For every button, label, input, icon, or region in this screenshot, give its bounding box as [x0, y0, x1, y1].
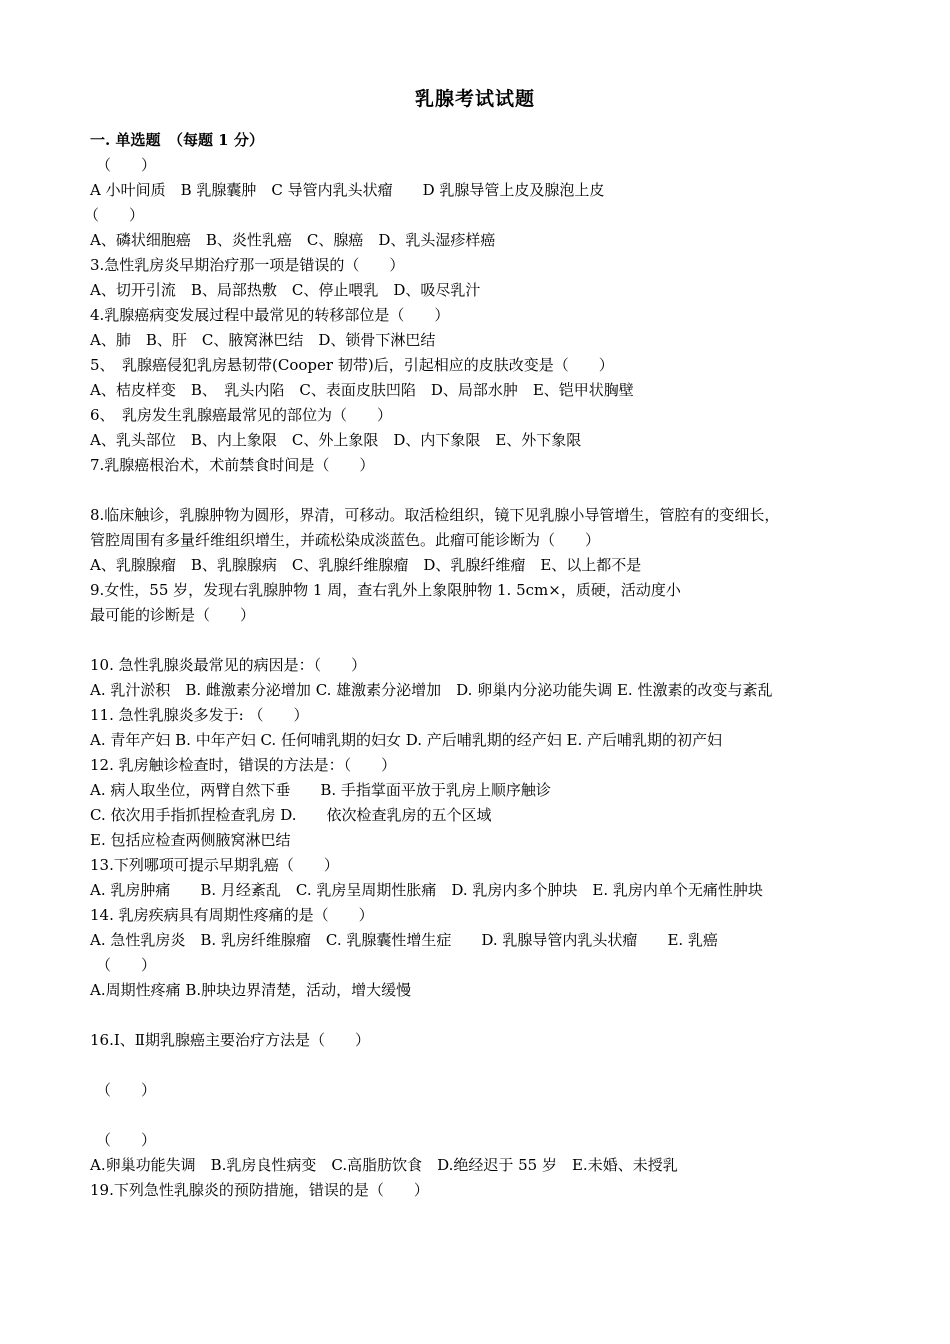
blank-line — [90, 1003, 890, 1028]
question-8-options: A、乳腺腺瘤 B、乳腺腺病 C、乳腺纤维腺瘤 D、乳腺纤维瘤 E、以上都不是 — [90, 556, 642, 574]
section-header: 一. 单选题 （每题 1 分） — [90, 131, 264, 149]
question-19-stem: 19.下列急性乳腺炎的预防措施，错误的是（ ） — [90, 1181, 429, 1199]
question-2-stem: （ ） — [84, 206, 145, 224]
question-3-stem: 3.急性乳房炎早期治疗那一项是错误的（ ） — [90, 256, 405, 274]
question-17-stem: （ ） — [96, 1081, 157, 1099]
question-3-options: A、切开引流 B、局部热敷 C、停止喂乳 D、吸尽乳汁 — [90, 281, 481, 299]
question-1-options: A 小叶间质 B 乳腺囊肿 C 导管内乳头状瘤 D 乳腺导管上皮及腺泡上皮 — [90, 181, 605, 199]
question-4-stem: 4.乳腺癌病变发展过程中最常见的转移部位是（ ） — [90, 306, 450, 324]
question-1-stem: （ ） — [96, 156, 157, 174]
question-11-options: A. 青年产妇 B. 中年产妇 C. 任何哺乳期的妇女 D. 产后哺乳期的经产妇 E. 产后哺乳期的初产妇 — [90, 731, 722, 749]
question-2-options: A、磷状细胞癌 B、炎性乳癌 C、腺癌 D、乳头湿疹样癌 — [90, 231, 496, 249]
question-7-stem: 7.乳腺癌根治术，术前禁食时间是（ ） — [90, 456, 375, 474]
question-8-stem-line-1: 8.临床触诊，乳腺肿物为圆形，界清，可移动。取活检组织，镜下见乳腺小导管增生，管腔有的变细长， — [90, 506, 780, 524]
question-15-stem: （ ） — [96, 956, 157, 974]
question-13-stem: 13.下列哪项可提示早期乳癌（ ） — [90, 856, 339, 874]
question-12-options-ab: A. 病人取坐位，两臂自然下垂 B. 手指掌面平放于乳房上顺序触诊 — [90, 781, 551, 799]
blank-line — [90, 628, 890, 653]
question-8-stem-line-2: 管腔周围有多量纤维组织增生，并疏松染成淡蓝色。此瘤可能诊断为（ ） — [90, 531, 601, 549]
question-6-options: A、乳头部位 B、内上象限 C、外上象限 D、内下象限 E、外下象限 — [90, 431, 582, 449]
question-15-options: A.周期性疼痛 B.肿块边界清楚，活动，增大缓慢 — [90, 981, 412, 999]
question-10-stem: 10. 急性乳腺炎最常见的病因是：（ ） — [90, 656, 367, 674]
question-9-stem-line-1: 9.女性，55 岁，发现右乳腺肿物 1 周，查右乳外上象限肿物 1. 5cm×，质硬，活动度小 — [90, 581, 681, 599]
question-list — [84, 128, 890, 1203]
question-12-options-e: E. 包括应检查两侧腋窝淋巴结 — [90, 831, 291, 849]
document-title: 乳腺考试试题 — [414, 88, 535, 110]
question-5-options: A、桔皮样变 B、 乳头内陷 C、表面皮肤凹陷 D、局部水肿 E、铠甲状胸壁 — [90, 381, 634, 399]
question-5-stem: 5、 乳腺癌侵犯乳房悬韧带(Cooper 韧带)后，引起相应的皮肤改变是（ ） — [90, 356, 614, 374]
blank-line — [90, 478, 890, 503]
question-12-stem: 12. 乳房触诊检查时，错误的方法是：（ ） — [90, 756, 397, 774]
question-18-options: A.卵巢功能失调 B.乳房良性病变 C.高脂肪饮食 D.绝经迟于 55 岁 E.未婚、未授乳 — [90, 1156, 678, 1174]
question-16-stem: 16.I、Ⅱ期乳腺癌主要治疗方法是（ ） — [90, 1031, 370, 1049]
blank-line — [90, 1103, 890, 1128]
question-14-options: A. 急性乳房炎 B. 乳房纤维腺瘤 C. 乳腺囊性增生症 D. 乳腺导管内乳头状瘤 E. 乳癌 — [90, 931, 718, 949]
question-12-options-cd: C. 依次用手指抓捏检查乳房 D. 依次检查乳房的五个区域 — [90, 806, 492, 824]
question-4-options: A、肺 B、肝 C、腋窝淋巴结 D、锁骨下淋巴结 — [90, 331, 436, 349]
question-11-stem: 11. 急性乳腺炎多发于: （ ） — [90, 706, 309, 724]
question-18-stem: （ ） — [96, 1131, 157, 1149]
blank-line — [90, 1053, 890, 1078]
question-6-stem: 6、 乳房发生乳腺癌最常见的部位为（ ） — [90, 406, 393, 424]
question-14-stem: 14. 乳房疾病具有周期性疼痛的是（ ） — [90, 906, 374, 924]
question-13-options: A. 乳房肿痛 B. 月经紊乱 C. 乳房呈周期性胀痛 D. 乳房内多个肿块 E. 乳房内单个无痛性肿块 — [90, 881, 763, 899]
question-10-options: A. 乳汁淤积 B. 雌激素分泌增加 C. 雄激素分泌增加 D. 卵巢内分泌功能失调 E. 性激素的改变与紊乱 — [90, 681, 773, 699]
question-9-stem-line-2: 最可能的诊断是（ ） — [90, 606, 256, 624]
